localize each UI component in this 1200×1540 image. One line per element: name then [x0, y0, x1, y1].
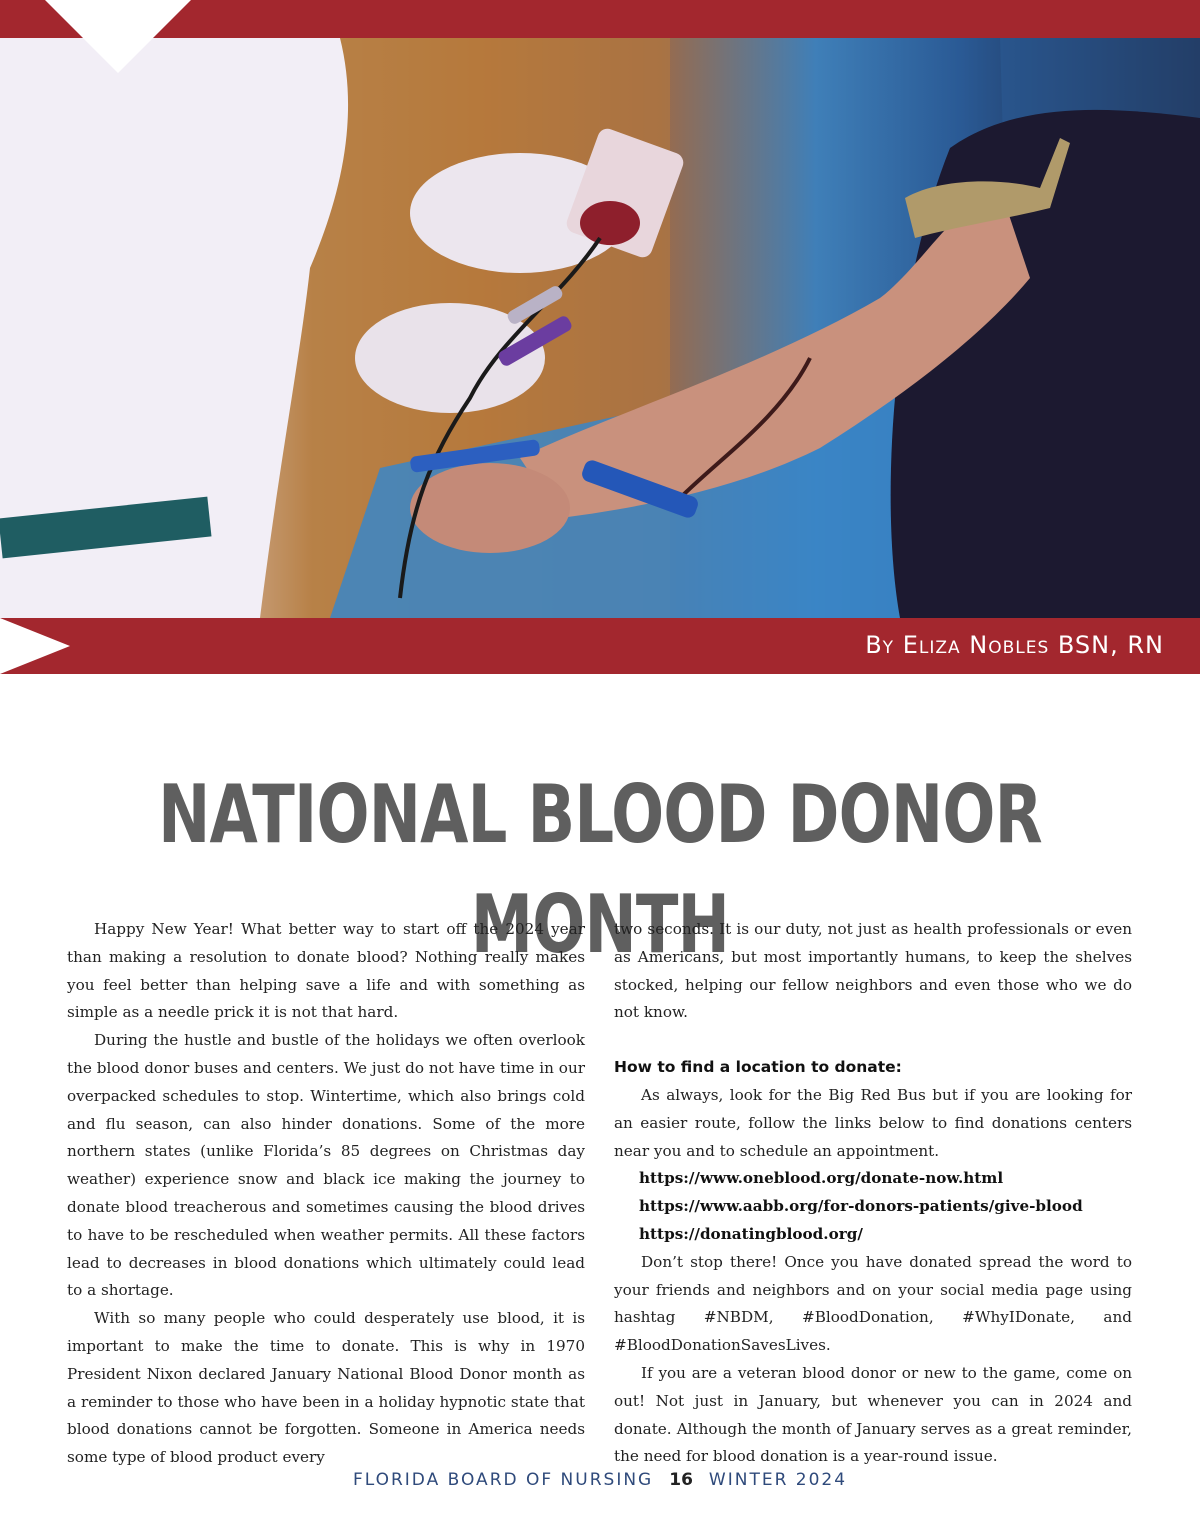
publication-name: FLORIDA BOARD OF NURSING — [352, 1470, 654, 1490]
section-heading: How to find a location to donate: — [614, 1058, 902, 1077]
paragraph: two seconds. It is our duty, not just as health professionals or even as Americans, but most importantly humans, to keep the shelves stocked, helping our fellow neighbors and even those who we do not know. — [614, 920, 1132, 1022]
donation-links — [614, 1165, 1132, 1248]
page-footer — [0, 1470, 1200, 1490]
byline-notch-decoration — [0, 618, 70, 674]
paragraph: During the hustle and bustle of the holidays we often overlook the blood donor buses and centers. We just do not have time in our overpacked schedules to stop. Wintertime, which also brings cold and flu season, can also hinder donations. Some of the more northern states (unlike Florida’s 85 degrees on Christmas day weather) experience snow and black ice making the journey to donate blood treacherous and sometimes causing the blood drives to have to be rescheduled when weather permits. All these factors lead to decreases in blood donations which ultimately could lead to a shortage. — [67, 1031, 585, 1300]
hero-photo-blood-donation — [0, 38, 1200, 618]
hero-photo-illustration — [0, 38, 1200, 618]
issue-name: WINTER 2024 — [708, 1470, 848, 1490]
page-number: 16 — [669, 1470, 693, 1490]
link-donatingblood[interactable]: https://donatingblood.org/ — [639, 1224, 863, 1243]
paragraph: Don’t stop there! Once you have donated spread the word to your friends and neighbors and on your social media page using hashtag #NBDM, #BloodDonation, #WhyIDonate, and #BloodDonationSavesLives. — [614, 1252, 1132, 1355]
link-aabb[interactable]: https://www.aabb.org/for-donors-patients/give-blood — [639, 1197, 1083, 1216]
article-title: NATIONAL BLOOD DONOR MONTH — [158, 768, 1042, 971]
paragraph: If you are a veteran blood donor or new to the game, come on out! Not just in January, but whenever you can in 2024 and donate. Although the month of January serves as a great reminder, the need for blood donation is a year-round issue. — [614, 1363, 1132, 1466]
paragraph: With so many people who could desperately use blood, it is important to make the time to donate. This is why in 1970 President Nixon declared January National Blood Donor month as a reminder to those who have been in a holiday hypnotic state that blood donations cannot be forgotten. Someone in America needs some type of blood product every — [67, 1309, 585, 1467]
author-byline: By Eliza Nobles BSN, RN — [865, 631, 1164, 659]
link-oneblood[interactable]: https://www.oneblood.org/donate-now.html — [639, 1169, 1004, 1188]
top-notch-decoration — [45, 0, 191, 73]
paragraph: As always, look for the Big Red Bus but if you are looking for an easier route, follow the links below to find donations centers near you and to schedule an appointment. — [614, 1085, 1132, 1160]
paragraph: Happy New Year! What better way to start off the 2024 year than making a resolution to donate blood? Nothing really makes you feel better than helping save a life and with something as simple as a needle prick it is not that hard. — [67, 920, 585, 1022]
article-right-column — [614, 916, 1132, 1471]
article-left-column — [67, 916, 585, 1472]
